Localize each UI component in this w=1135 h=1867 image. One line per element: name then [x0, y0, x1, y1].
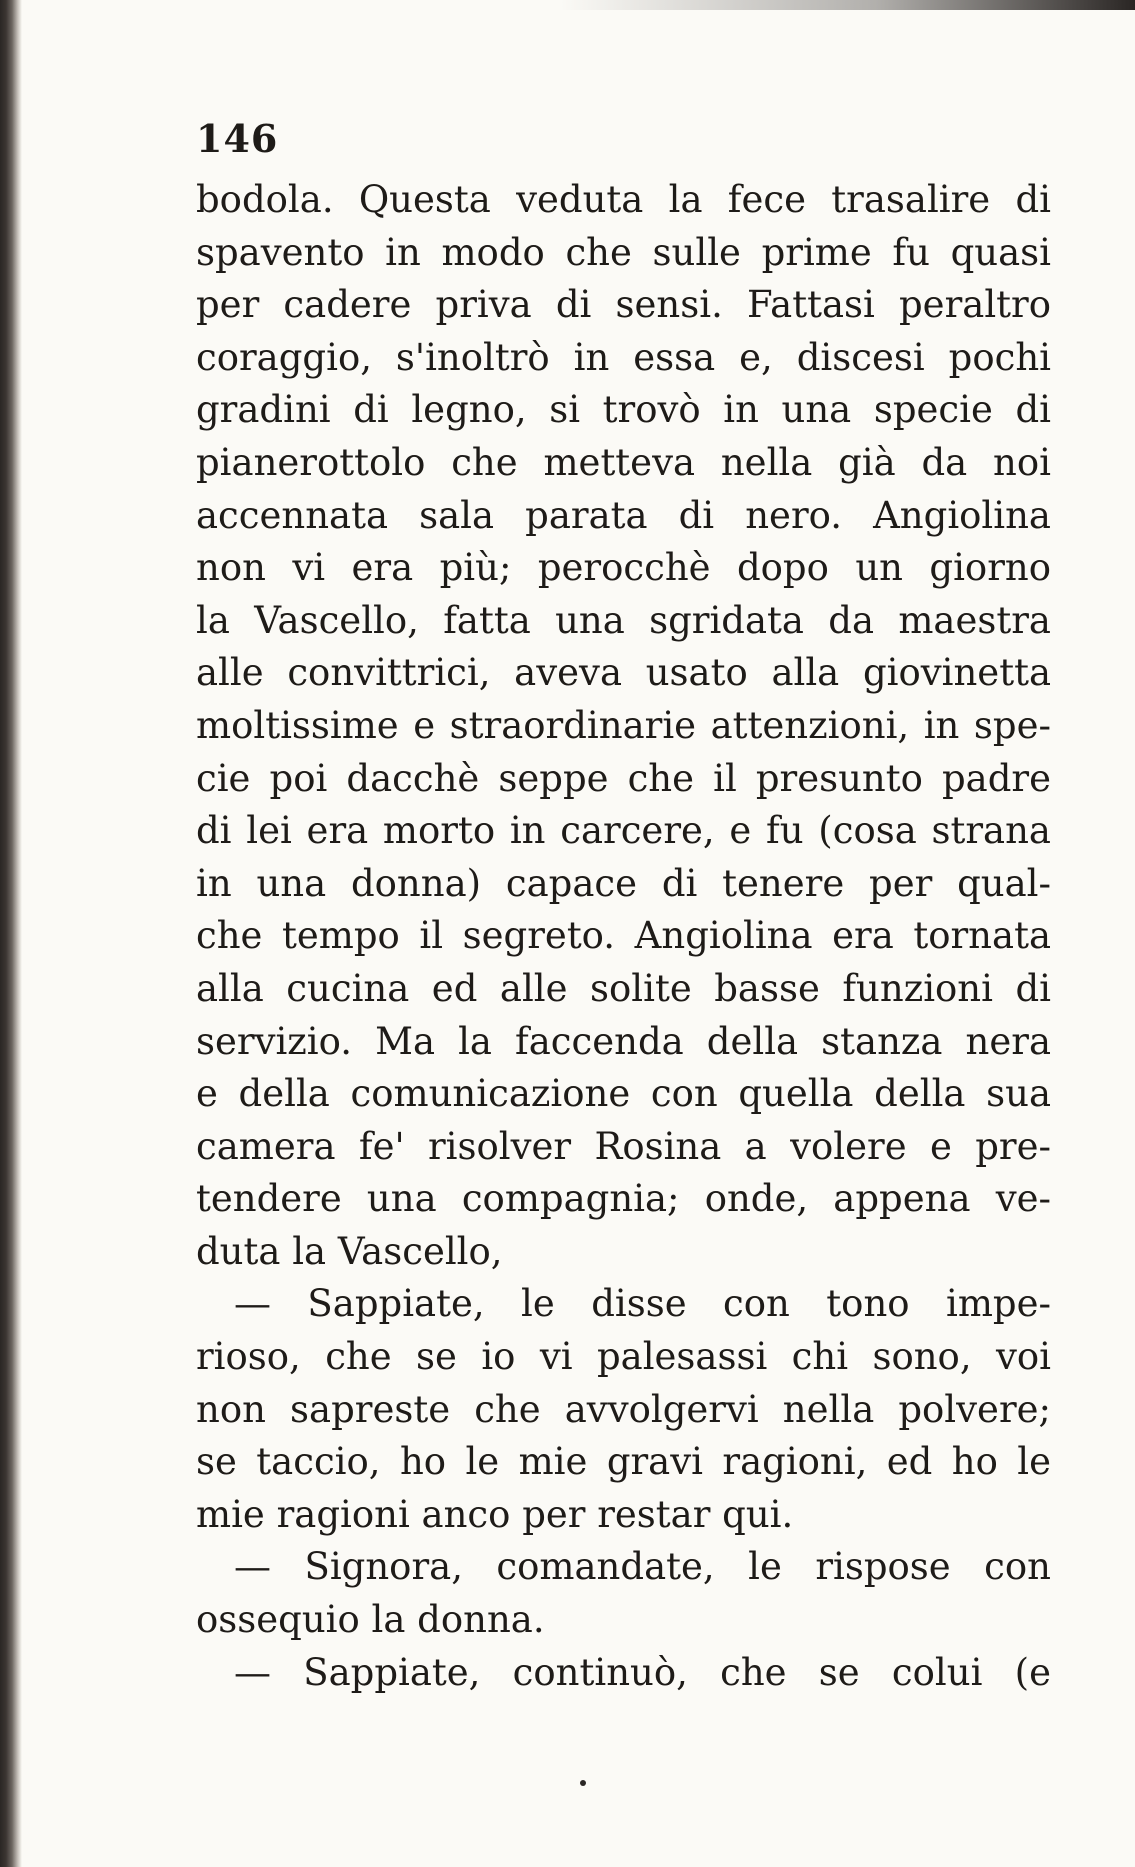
ink-speck: [580, 1780, 586, 1786]
text-line: in una donna) capace di tenere per qual-: [196, 861, 1051, 905]
scan-top-edge: [560, 0, 1135, 10]
text-line: spavento in modo che sulle prime fu quasi: [196, 230, 1051, 274]
text-line: — Sappiate, le disse con tono impe-: [234, 1282, 1051, 1326]
page-number: 146: [196, 116, 279, 161]
text-line: mie ragioni anco per restar qui.: [196, 1492, 794, 1536]
text-line: camera fe' risolver Rosina a volere e pre-: [196, 1124, 1051, 1168]
text-line: di lei era morto in carcere, e fu (cosa strana: [196, 809, 1051, 853]
text-line: e della comunicazione con quella della sua: [196, 1072, 1051, 1116]
text-line: moltissime e straordinarie attenzioni, in spe-: [196, 703, 1051, 747]
text-line: — Sappiate, continuò, che se colui (e: [234, 1650, 1051, 1694]
text-line: la Vascello, fatta una sgridata da maestra: [196, 598, 1051, 642]
text-line: accennata sala parata di nero. Angiolina: [196, 493, 1051, 537]
text-line: alla cucina ed alle solite basse funzioni di: [196, 966, 1051, 1010]
text-line: che tempo il segreto. Angiolina era tornata: [196, 914, 1051, 958]
text-line: duta la Vascello,: [196, 1229, 503, 1273]
text-line: bodola. Questa veduta la fece trasalire di: [196, 178, 1051, 221]
text-line: se taccio, ho le mie gravi ragioni, ed ho le: [196, 1440, 1051, 1484]
text-line: tendere una compagnia; onde, appena ve-: [196, 1177, 1051, 1221]
text-line: pianerottolo che metteva nella già da noi: [196, 440, 1051, 484]
text-line: coraggio, s'inoltrò in essa e, discesi pochi: [196, 335, 1051, 379]
text-line: non vi era più; perocchè dopo un giorno: [196, 546, 1051, 590]
text-line: non sapreste che avvolgervi nella polvere;: [196, 1387, 1051, 1431]
scan-spine-shadow: [0, 0, 22, 1867]
text-line: — Signora, comandate, le rispose con: [234, 1545, 1051, 1589]
body-text: [196, 174, 1051, 1699]
text-line: ossequio la donna.: [196, 1598, 545, 1642]
text-line: cie poi dacchè seppe che il presunto padre: [196, 756, 1051, 800]
text-line: alle convittrici, aveva usato alla giovinetta: [196, 651, 1051, 695]
text-line: per cadere priva di sensi. Fattasi peraltro: [196, 283, 1051, 327]
text-line: servizio. Ma la faccenda della stanza nera: [196, 1019, 1051, 1063]
text-line: rioso, che se io vi palesassi chi sono, voi: [196, 1335, 1051, 1379]
text-line: gradini di legno, si trovò in una specie di: [196, 388, 1051, 432]
